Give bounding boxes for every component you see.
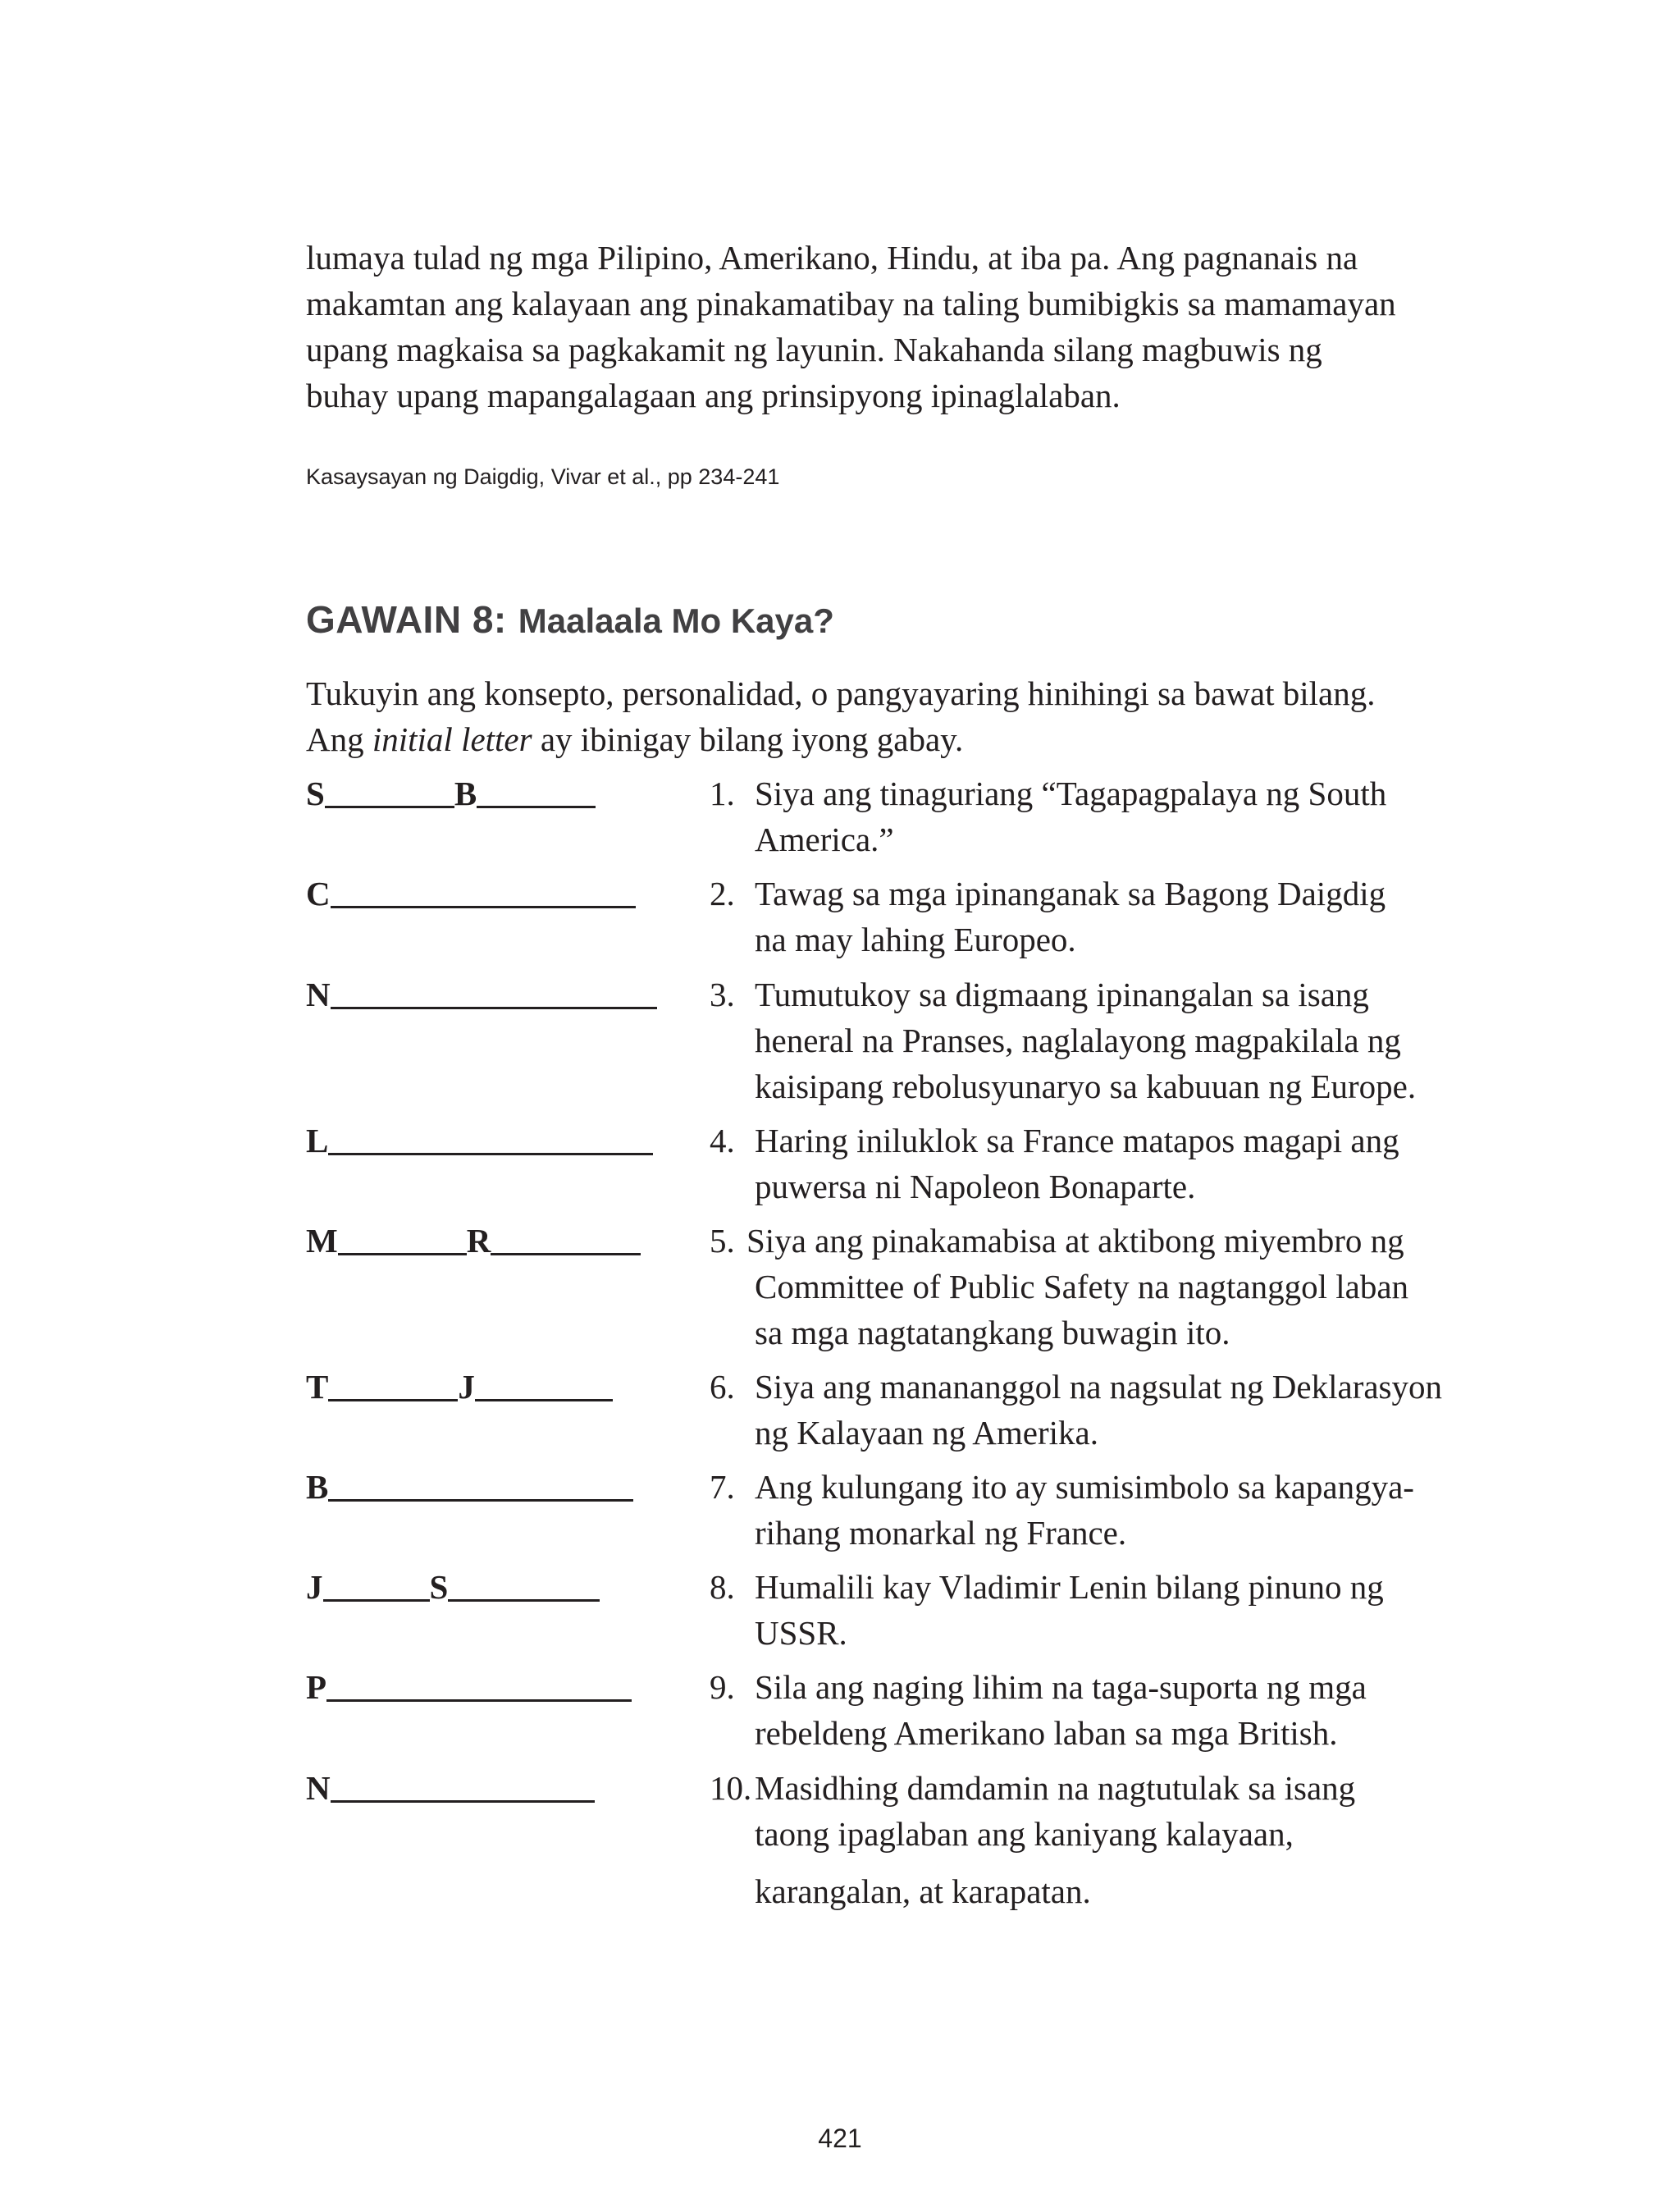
answer-blank[interactable] [306, 1364, 613, 1410]
intro-line: upang magkaisa sa pagkakamit ng layunin. Nakahanda silang magbuwis ng [306, 331, 1322, 368]
intro-line: makamtan ang kalayaan ang pinakamatibay na taling bumibigkis sa mamamayan [306, 285, 1396, 322]
question-line: heneral na Pranses, naglalayong magpakilala ng [755, 1022, 1401, 1059]
item-number: 6. [710, 1368, 735, 1406]
question-line: Humalili kay Vladimir Lenin bilang pinuno ng [755, 1568, 1384, 1606]
answer-blank[interactable] [306, 1218, 641, 1264]
intro-line: buhay upang mapangalagaan ang prinsipyong ipinaglalaban. [306, 377, 1121, 414]
blank-line [477, 806, 596, 808]
blank-line [331, 1007, 657, 1009]
item-number: 9. [710, 1668, 735, 1706]
question-line: Siya ang pinakamabisa at aktibong miyembro ng [746, 1222, 1404, 1260]
item-number: 10. [710, 1769, 752, 1807]
initial-letter: B [306, 1468, 329, 1506]
item-number: 7. [710, 1468, 735, 1506]
question-line: Tumutukoy sa digmaang ipinangalan sa isang [755, 976, 1369, 1013]
initial-letter: J [306, 1568, 323, 1606]
instructions-italic-term: initial letter [372, 720, 532, 758]
question-text [710, 1218, 1513, 1356]
initial-letter: T [306, 1368, 329, 1406]
question-line: Siya ang manananggol na nagsulat ng Deklarasyon [755, 1368, 1442, 1406]
activity-heading [306, 595, 834, 652]
question-text [710, 1564, 1513, 1656]
question-line: rebeldeng Amerikano laban sa mga British. [755, 1714, 1338, 1752]
answer-blank[interactable] [306, 871, 636, 917]
initial-letter: N [306, 976, 331, 1013]
initial-letter: S [429, 1568, 449, 1606]
question-text [710, 1765, 1513, 1914]
question-line: puwersa ni Napoleon Bonaparte. [755, 1168, 1196, 1205]
question-text [710, 1464, 1513, 1556]
answer-blank[interactable] [306, 1564, 600, 1610]
instructions-line-2 [306, 716, 1504, 762]
question-line: rihang monarkal ng France. [755, 1514, 1127, 1552]
question-line: Siya ang tinaguriang “Tagapagpalaya ng South [755, 775, 1387, 812]
item-number: 1. [710, 775, 735, 812]
initial-letter: M [306, 1222, 338, 1260]
blank-line [448, 1599, 600, 1602]
question-text [710, 972, 1513, 1109]
question-line: America.” [755, 821, 894, 858]
question-line: na may lahing Europeo. [755, 921, 1076, 958]
item-number: 2. [710, 875, 735, 912]
answer-blank[interactable] [306, 1464, 633, 1510]
instructions-line-1: Tukuyin ang konsepto, personalidad, o pangyayaring hinihingi sa bawat bilang. [306, 674, 1376, 712]
question-line: USSR. [755, 1614, 847, 1652]
question-line: ng Kalayaan ng Amerika. [755, 1414, 1098, 1452]
question-line: Tawag sa mga ipinanganak sa Bagong Daigdig [755, 875, 1386, 912]
question-text [710, 770, 1513, 862]
blank-line [491, 1253, 641, 1255]
item-number: 4. [710, 1122, 735, 1159]
source-citation: Kasaysayan ng Daigdig, Vivar et al., pp 234-241 [306, 464, 780, 489]
answer-blank[interactable] [306, 972, 657, 1017]
instructions-text: ay ibinigay bilang iyong gabay. [532, 720, 964, 758]
question-line: Committee of Public Safety na nagtanggol laban [755, 1268, 1409, 1305]
blank-line [328, 1153, 653, 1155]
item-number: 5. [710, 1222, 735, 1260]
blank-line [475, 1399, 613, 1401]
question-text [710, 871, 1513, 962]
activity-instructions [306, 670, 1504, 762]
blank-line [338, 1253, 467, 1255]
initial-letter: B [454, 775, 477, 812]
intro-paragraph [306, 235, 1487, 418]
answer-blank[interactable] [306, 770, 596, 816]
blank-line [331, 1800, 595, 1803]
initial-letter: N [306, 1769, 331, 1807]
item-number: 8. [710, 1568, 735, 1606]
item-number: 3. [710, 976, 735, 1013]
question-line: Masidhing damdamin na nagtutulak sa isang [755, 1769, 1356, 1807]
question-line: kaisipang rebolusyunaryo sa kabuuan ng Europe. [755, 1068, 1417, 1105]
question-line: karangalan, at karapatan. [755, 1872, 1091, 1910]
initial-letter: L [306, 1122, 329, 1159]
blank-line [328, 1399, 458, 1401]
blank-line [326, 1699, 632, 1702]
initial-letter: J [458, 1368, 475, 1406]
intro-line: lumaya tulad ng mga Pilipino, Amerikano, Hindu, at iba pa. Ang pagnanais na [306, 239, 1358, 277]
activity-label: GAWAIN 8: [306, 598, 507, 641]
question-text [710, 1364, 1513, 1456]
question-line: Ang kulungang ito ay sumisimbolo sa kapangya- [755, 1468, 1414, 1506]
initial-letter: P [306, 1668, 327, 1706]
answer-blank[interactable] [306, 1664, 632, 1710]
blank-line [331, 906, 636, 908]
answer-blank[interactable] [306, 1765, 595, 1811]
blank-line [325, 806, 454, 808]
blank-line [323, 1599, 430, 1602]
instructions-text: Ang [306, 720, 372, 758]
question-line: Haring iniluklok sa France matapos magapi ang [755, 1122, 1399, 1159]
page-number: 421 [818, 2124, 862, 2153]
question-line: Sila ang naging lihim na taga-suporta ng mga [755, 1668, 1367, 1706]
question-text [710, 1118, 1513, 1209]
initial-letter: S [306, 775, 325, 812]
blank-line [328, 1499, 633, 1502]
initial-letter: R [466, 1222, 491, 1260]
question-line: sa mga nagtatangkang buwagin ito. [755, 1314, 1230, 1351]
answer-blank[interactable] [306, 1118, 653, 1164]
initial-letter: C [306, 875, 331, 912]
question-line: taong ipaglaban ang kaniyang kalayaan, [755, 1815, 1294, 1853]
question-text [710, 1664, 1513, 1756]
activity-title: Maalaala Mo Kaya? [518, 601, 834, 640]
